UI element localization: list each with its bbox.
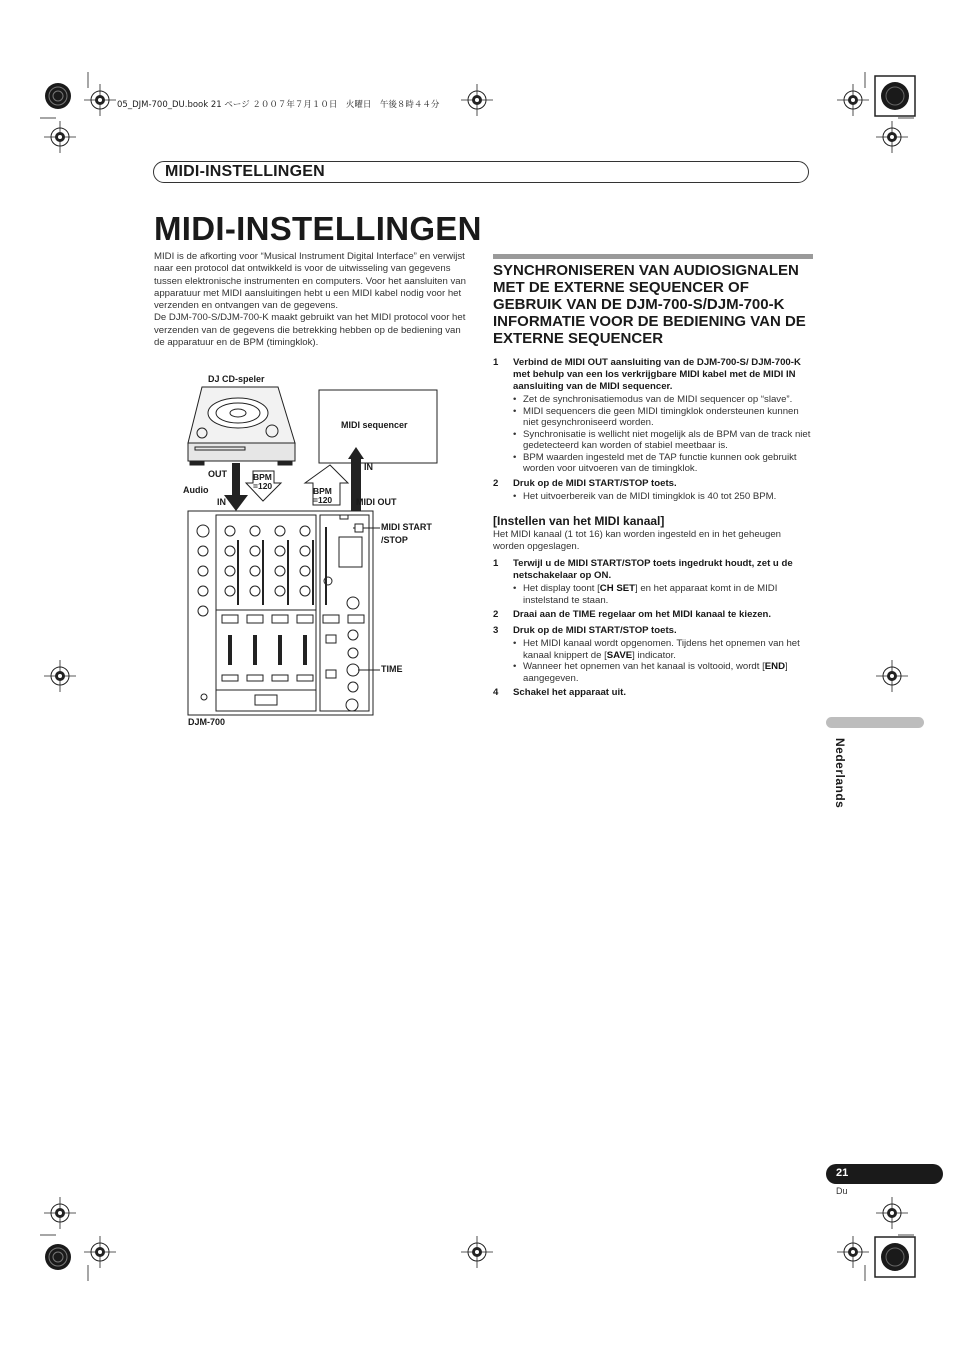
bullet-text: MIDI sequencers die geen MIDI timingklok ondersteunen kunnen niet gesynchroniseerd worden. [523, 405, 799, 428]
sequencer-label: MIDI sequencer [341, 420, 408, 430]
reg-mark-br2 [837, 1236, 869, 1268]
intro-text [154, 251, 470, 349]
bullet-item [493, 394, 813, 406]
step-number: 2 [493, 477, 499, 489]
display-key-end: END [764, 661, 786, 672]
step-text: Verbind de MIDI OUT aansluiting van de DJM-700-S/ DJM-700-K met behulp van een los verkrijgbare MIDI kabel met de MIDI IN aansluiting van de MIDI sequencer. [513, 357, 801, 392]
bullet-text: Synchronisatie is wellicht niet mogelijk als de BPM van de track niet gedetecteerd kan worden of stabiel meetbaar is. [523, 428, 811, 451]
step-number: 4 [493, 687, 499, 698]
bullet-text: Wanneer het opnemen van het kanaal is voltooid, wordt [ [523, 661, 765, 672]
reg-mark-tl [45, 83, 71, 109]
bullet-text: Het display toont [ [523, 583, 600, 594]
sub-step-2 [493, 609, 813, 621]
bullet-text: Zet de synchronisatiemodus van de MIDI sequencer op “slave”. [523, 394, 793, 405]
sub-step-4 [493, 687, 813, 699]
page-number: 21 [836, 1167, 849, 1179]
bullet-icon: • [513, 638, 517, 649]
language-tab [826, 717, 924, 728]
in-left-label: IN [217, 497, 226, 507]
step-2 [493, 478, 813, 490]
reg-mark-lt [44, 121, 76, 153]
step-number: 3 [493, 625, 499, 636]
section-rule [493, 254, 813, 259]
bullet-item [493, 661, 813, 684]
bpm-left-label-1: BPM [253, 472, 272, 482]
bullet-icon: • [513, 428, 517, 440]
reg-mark-tc [461, 84, 493, 116]
sub-step-3 [493, 625, 813, 637]
bullet-item [493, 429, 813, 452]
reg-mark-bl2 [84, 1236, 116, 1268]
bpm-right-label-1: BPM [313, 486, 332, 496]
bpm-left-label-2: =120 [253, 481, 273, 491]
bullet-text: ] indicator. [632, 649, 676, 661]
bullet-text: Het uitvoerbereik van de MIDI timingklok is 40 tot 250 BPM. [523, 490, 777, 502]
reg-mark-bc [461, 1236, 493, 1268]
bullet-icon: • [513, 583, 517, 594]
display-key-save: SAVE [606, 649, 633, 661]
intro-paragraph-2: De DJM-700-S/DJM-700-K maakt gebruikt van het MIDI protocol voor het verzenden van de gegevens die betrekking hebben op de bediening van de apparatuur en de BPM (timingklok). [154, 312, 466, 349]
bullet-text: ] aangegeven. [523, 661, 788, 684]
bullet-item [493, 452, 813, 475]
reg-mark-bl [45, 1244, 71, 1270]
step-text: Schakel het apparaat uit. [513, 687, 627, 698]
language-label: Nederlands [833, 738, 847, 809]
step-number: 1 [493, 357, 499, 368]
reg-mark-rb [876, 1197, 908, 1229]
page-language-code: Du [836, 1186, 848, 1196]
step-text: Terwijl u de MIDI START/STOP toets ingedrukt houdt, zet u de netschakelaar op ON. [513, 558, 793, 581]
audio-arrow [224, 463, 248, 511]
in-right-label: IN [364, 462, 373, 472]
mixer-illustration [188, 511, 373, 715]
bullet-icon: • [513, 405, 517, 417]
bullet-text: ] en het apparaat komt in de MIDI instelstand te staan. [523, 583, 778, 606]
section-title: SYNCHRONISEREN VAN AUDIOSIGNALEN MET DE EXTERNE SEQUENCER OF GEBRUIK VAN DE DJM-700-S/DJM-700-K INFORMATIE VOOR DE BEDIENING VAN DE EXTERNE SEQUENCER [493, 262, 806, 347]
midi-start-label-2: /STOP [381, 535, 408, 545]
intro-paragraph-1: MIDI is de afkorting voor “Musical Instrument Digital Interface” en verwijst naar een protocol dat ontwikkeld is voor de uitwisseling van gegevens tussen elektronische instrumenten en computers. Voor het aansluiten van apparatuur met MIDI aansluitingen hebt u een MIDI kabel nodig voor het verzenden en ontvangen van de gegevens. [154, 251, 466, 312]
bullet-icon: • [513, 661, 517, 672]
reg-mark-tr [875, 76, 915, 116]
reg-mark-lm [44, 660, 76, 692]
step-text: Draai aan de TIME regelaar om het MIDI kanaal te kiezen. [513, 609, 772, 620]
bullet-icon: • [513, 490, 517, 502]
midi-start-label-1: MIDI START [381, 522, 432, 532]
audio-label: Audio [183, 485, 209, 495]
out-label: OUT [208, 469, 227, 479]
subsection-title: [Instellen van het MIDI kanaal] [493, 514, 665, 528]
step-number: 1 [493, 558, 499, 569]
reg-mark-tr2 [837, 84, 869, 116]
reg-mark-tl2 [84, 84, 116, 116]
bullet-text: BPM waarden ingesteld met de TAP functie kunnen ook gebruikt worden voor uitvoeren van de timingklok. [523, 451, 797, 474]
mixer-label: DJM-700 [188, 717, 226, 727]
step-text: Druk op de MIDI START/STOP toets. [513, 625, 677, 636]
midi-start-button [355, 524, 363, 532]
bullet-icon: • [513, 394, 517, 405]
cd-player-illustration [188, 387, 295, 465]
reg-mark-rt [876, 121, 908, 153]
bullet-icon: • [513, 451, 517, 463]
step-text: Druk op de MIDI START/STOP toets. [513, 477, 677, 489]
bullet-item [493, 583, 813, 606]
bpm-right-label-2: =120 [313, 495, 333, 505]
bullet-item [493, 406, 813, 429]
bullet-item [493, 491, 813, 503]
bullet-item [493, 638, 813, 661]
right-column [493, 254, 813, 700]
display-key-ch-set: CH SET [599, 583, 635, 594]
cd-player-label: DJ CD-speler [208, 374, 265, 384]
step-1 [493, 357, 813, 393]
sub-step-1 [493, 558, 813, 582]
page-title: MIDI-INSTELLINGEN [154, 210, 482, 247]
midi-out-label: MIDI OUT [356, 497, 397, 507]
subsection-intro: Het MIDI kanaal (1 tot 16) kan worden ingesteld en in het geheugen worden opgeslagen. [493, 529, 781, 552]
reg-mark-rm [876, 660, 908, 692]
bullet-text: Het MIDI kanaal wordt opgenomen. Tijdens het opnemen van het kanaal knippert de [ [523, 638, 800, 661]
section-header-bar [153, 161, 809, 183]
reg-mark-lb [44, 1197, 76, 1229]
time-label: TIME [381, 664, 403, 674]
section-header-label: MIDI-INSTELLINGEN [165, 163, 325, 180]
step-number: 2 [493, 609, 499, 620]
reg-mark-br [875, 1237, 915, 1277]
crop-header-text: 05_DJM-700_DU.book 21 ページ ２００７年７月１０日 火曜日 午後８時４４分 [117, 100, 440, 110]
